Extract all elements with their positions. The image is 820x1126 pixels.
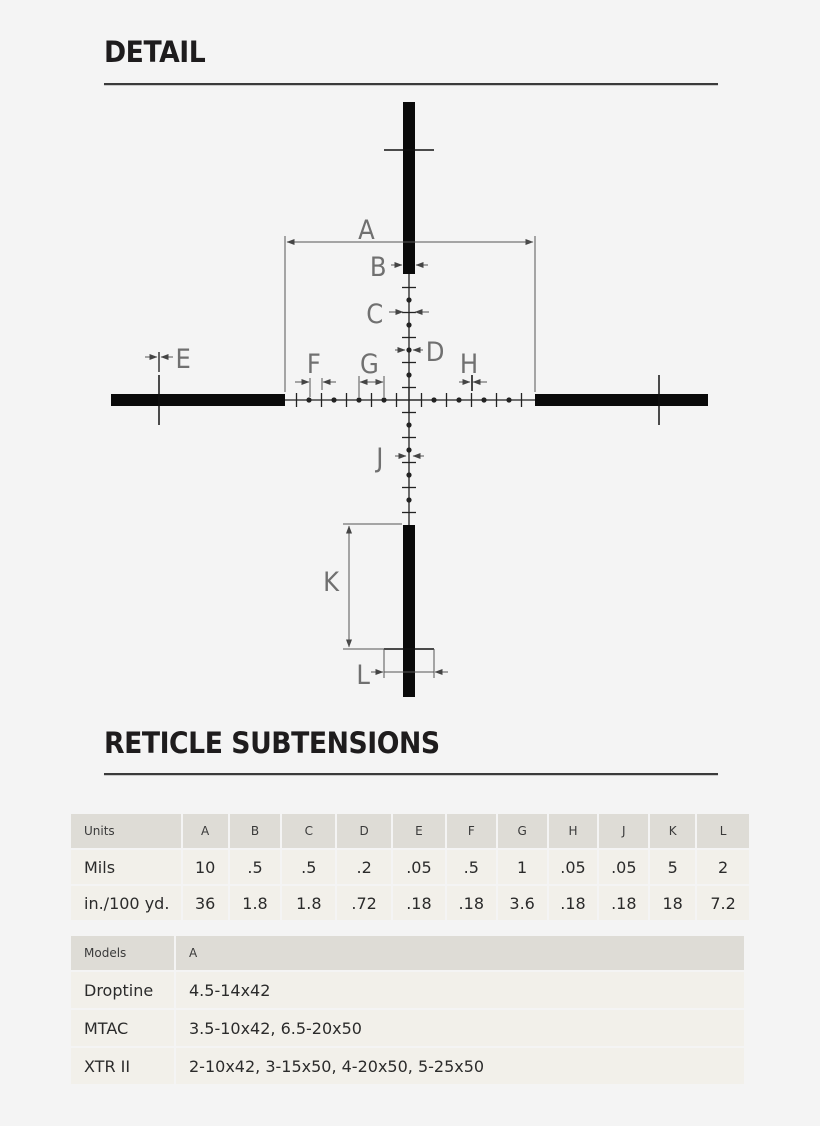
dot-mark [331,397,336,402]
header-cell: K [649,813,696,849]
dot-mark [406,372,411,377]
dot-mark [406,322,411,327]
label-f: F [306,348,321,381]
table-row [70,1009,745,1047]
label-h: H [459,348,479,381]
table-cell: 1 [497,849,548,885]
right-post [535,394,708,406]
subtensions-heading: RETICLE SUBTENSIONS [104,726,440,760]
model-variants: 3.5-10x42, 6.5-20x50 [175,1009,745,1047]
table-cell: .72 [336,885,392,921]
units-table-header [70,813,750,849]
dot-mark [406,497,411,502]
table-cell: 36 [182,885,229,921]
table-row [70,885,750,921]
dot-mark [431,397,436,402]
table-cell: .05 [598,849,649,885]
header-cell: J [598,813,649,849]
model-name: XTR II [70,1047,175,1085]
model-variants: 4.5-14x42 [175,971,745,1009]
subtensions-heading-rule [104,773,718,775]
dimension-labels [176,215,479,692]
header-cell: B [229,813,282,849]
table-cell: 1.8 [229,885,282,921]
detail-heading: DETAIL [104,35,206,69]
label-k: K [323,566,340,599]
dot-mark [456,397,461,402]
models-table-header [70,935,745,971]
dot-mark [481,397,486,402]
header-cell: C [281,813,336,849]
table-row [70,971,745,1009]
model-name: Droptine [70,971,175,1009]
table-cell: .5 [446,849,497,885]
label-d: D [425,336,445,369]
model-variants: 2-10x42, 3-15x50, 4-20x50, 5-25x50 [175,1047,745,1085]
dot-mark [406,472,411,477]
table-cell: 10 [182,849,229,885]
header-cell: A [182,813,229,849]
label-l: L [356,659,370,692]
label-e: E [175,343,191,376]
header-cell: A [175,935,745,971]
dot-mark [356,397,361,402]
models-table [69,934,746,1086]
top-post [403,102,415,274]
model-name: MTAC [70,1009,175,1047]
dot-mark [381,397,386,402]
header-cell: L [696,813,750,849]
header-cell: D [336,813,392,849]
table-cell: .5 [229,849,282,885]
header-cell: H [548,813,599,849]
dot-mark [406,422,411,427]
label-b: B [369,251,387,284]
header-cell: Units [70,813,182,849]
table-cell: .2 [336,849,392,885]
table-cell: .05 [392,849,446,885]
dot-mark [306,397,311,402]
table-cell: .05 [548,849,599,885]
table-row [70,849,750,885]
table-cell: 3.6 [497,885,548,921]
table-row [70,1047,745,1085]
dot-mark [406,347,411,352]
units-table [69,812,751,922]
table-cell: .5 [281,849,336,885]
table-cell: 7.2 [696,885,750,921]
dimension-lines [145,236,535,678]
label-j: J [376,442,384,475]
row-label: in./100 yd. [70,885,182,921]
table-cell: 18 [649,885,696,921]
header-cell: E [392,813,446,849]
bottom-post [403,525,415,697]
header-cell: Models [70,935,175,971]
header-cell: F [446,813,497,849]
table-cell: 1.8 [281,885,336,921]
table-cell: .18 [446,885,497,921]
label-g: G [360,348,379,381]
left-post [111,394,285,406]
table-cell: 5 [649,849,696,885]
label-a: A [358,214,375,247]
row-label: Mils [70,849,182,885]
table-cell: .18 [548,885,599,921]
dot-mark [406,447,411,452]
table-cell: .18 [392,885,446,921]
table-cell: 2 [696,849,750,885]
label-c: C [366,298,384,331]
dot-mark [506,397,511,402]
header-cell: G [497,813,548,849]
dot-mark [406,297,411,302]
table-cell: .18 [598,885,649,921]
